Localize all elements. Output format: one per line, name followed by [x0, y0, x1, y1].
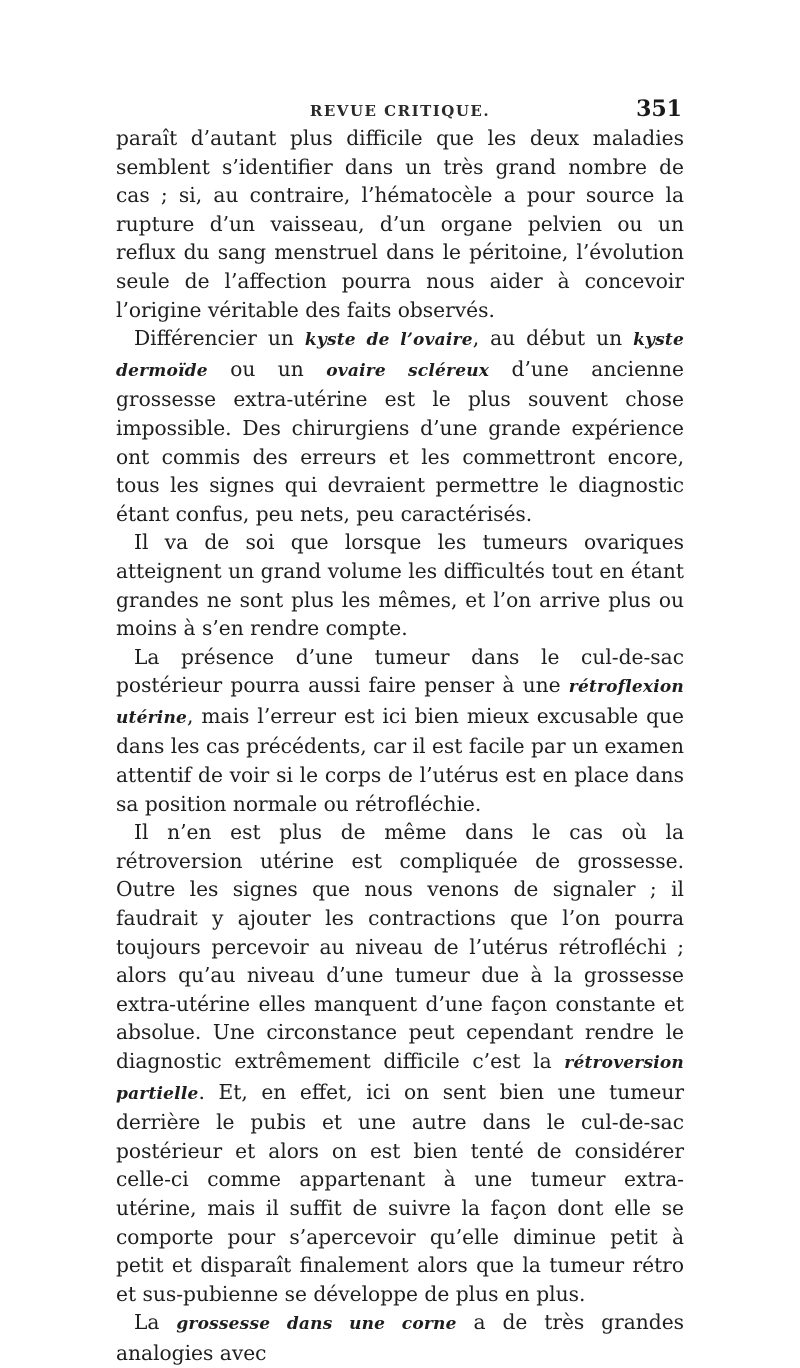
text-run: ou un: [207, 356, 327, 381]
italic-term: kyste dermoïde: [116, 330, 684, 381]
page-header: [0, 96, 800, 126]
italic-term: grossesse dans une corne: [176, 1314, 457, 1335]
text-run: d’une ancienne grossesse extra-utérine est le plus souvent chose impossible. Des chirurgiens d’une grande expérience ont commis des erreurs et les commettront encore, tous les signes qui devraient permettre le diagnostic étant confus, peu nets, peu caractérisés.: [116, 356, 684, 526]
running-title: REVUE CRITIQUE.: [309, 102, 491, 120]
paragraph: [116, 1308, 684, 1367]
text-run: Il n’en est plus de même dans le cas où la rétroversion utérine est compliquée de grossesse. Outre les signes que nous venons de signaler ; il faudrait y ajouter les contractions que l’on pourra toujours percevoir au niveau de l’utérus rétrofléchi ; alors qu’au niveau d’une tumeur due à la grossesse extra-utérine elles manquent d’une façon constante et absolue. Une circonstance peut cependant rendre le diagnostic extrêmement difficile c’est la: [116, 820, 684, 1073]
paragraph: [116, 124, 684, 324]
paragraph: [116, 528, 684, 642]
text-run: , mais l’erreur est ici bien mieux excusable que dans les cas précédents, car il est facile par un examen attentif de voir si le corps de l’utérus est en place dans sa position normale ou rétrofléchie.: [116, 703, 684, 816]
text-run: Différencier un: [134, 326, 305, 351]
italic-term: rétroversion partielle: [116, 1053, 684, 1104]
body-text: [116, 124, 684, 1368]
text-run: Il va de soi que lorsque les tumeurs ovariques atteignent un grand volume les difficultés tout en étant grandes ne sont plus les mêmes, et l’on arrive plus ou moins à s’en rendre compte.: [116, 530, 684, 641]
text-run: . Et, en effet, ici on sent bien une tumeur derrière le pubis et une autre dans le cul-de-sac postérieur et alors on est bien tenté de considérer celle-ci comme appartenant à une tumeur extra-utérine, mais il suffit de suivre la façon dont elle se comporte pour s’apercevoir qu’elle diminue petit à petit et disparaît finalement alors que la tumeur rétro et sus-pubienne se développe de plus en plus.: [116, 1079, 684, 1306]
paragraph: [116, 324, 684, 528]
text-run: a de très grandes analogies avec: [116, 1310, 685, 1365]
text-run: La présence d’une tumeur dans le cul-de-sac postérieur pourra aussi faire penser à une: [116, 644, 684, 698]
italic-term: kyste de l’ovaire: [304, 330, 473, 351]
italic-term: rétroflexion utérine: [116, 677, 684, 728]
text-run: La: [134, 1310, 177, 1335]
paragraph: [116, 643, 684, 819]
page-number: 351: [636, 96, 682, 122]
paragraph: [116, 818, 684, 1308]
text-run: paraît d’autant plus difficile que les deux maladies semblent s’identifier dans un très grand nombre de cas ; si, au contraire, l’hématocèle a pour source la rupture d’un vaisseau, d’un organe pelvien ou un reflux du sang menstruel dans le péritoine, l’évolution seule de l’affection pourra nous aider à concevoir l’origine véritable des faits observés.: [116, 126, 684, 322]
text-run: , au début un: [472, 326, 634, 351]
italic-term: ovaire scléreux: [326, 360, 490, 381]
